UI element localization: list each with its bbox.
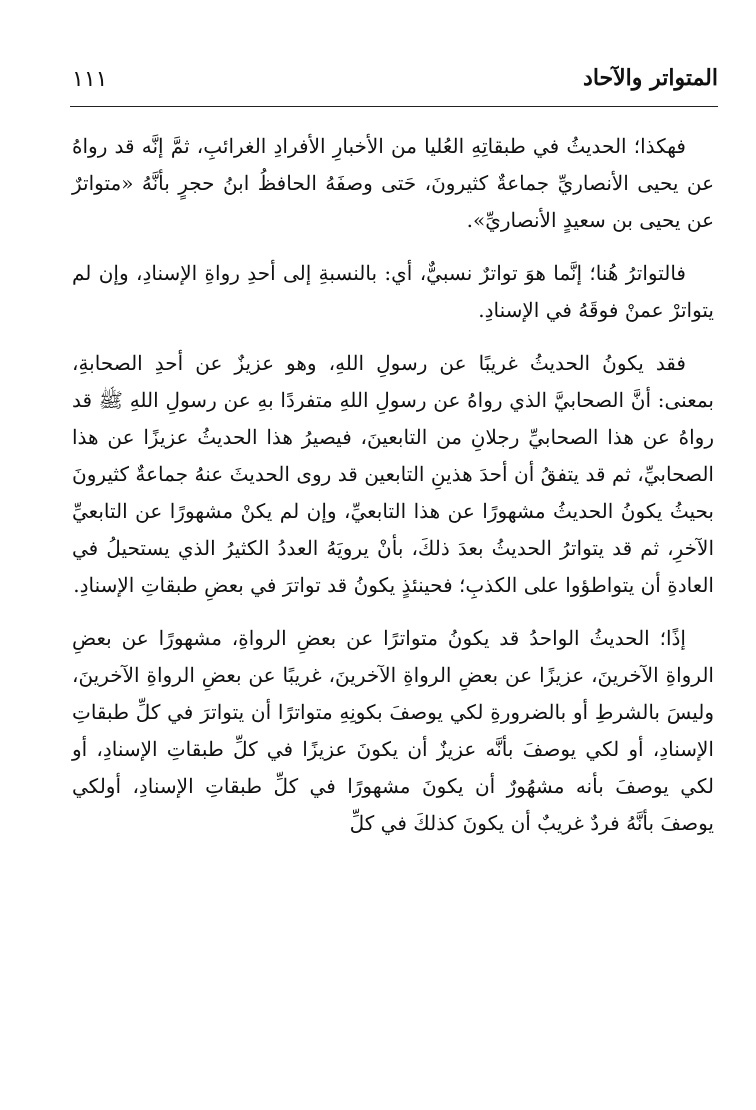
page-header (72, 55, 718, 107)
paragraph-2: فالتواترُ هُنا؛ إنَّما هوَ تواترٌ نسبيٌّ، أي: بالنسبةِ إلى أحدِ رواةِ الإسنادِ، وإن لم يتواترْ عمنْ فوقَهُ في الإسنادِ. (72, 261, 714, 322)
paragraph-3: فقد يكونُ الحديثُ غريبًا عن رسولِ اللهِ، وهو عزيزٌ عن أحدِ الصحابةِ، بمعنى: أنَّ الصحابيَّ الذي رواهُ عن رسولِ اللهِ متفردًا بهِ عن رسولِ اللهِ ﷺ قد رواهُ عن هذا الصحابيِّ رجلانِ من التابعينَ، فيصيرُ هذا الحديثُ عزيزًا عن هذا الصحابيِّ، ثم قد يتفقُ أن أحدَ هذينِ التابعين قد روى الحديثَ عنهُ جماعةٌ كثيرونَ بحيثُ يكونُ الحديثُ مشهورًا عن هذا التابعيِّ، وإن لم يكنْ مشهورًا عن التابعيِّ الآخرِ، ثم قد يتواترُ الحديثُ بعدَ ذلكَ، بأنْ يرويَهُ العددُ الكثيرُ الذي يستحيلُ في العادةِ أن يتواطؤوا على الكذبِ؛ فحينئذٍ يكونُ قد تواترَ في بعضِ طبقاتِ الإسنادِ. (72, 351, 714, 597)
body-text (72, 128, 714, 858)
page-number: ١١١ (72, 67, 108, 92)
paragraph-4: إذًا؛ الحديثُ الواحدُ قد يكونُ متواترًا عن بعضِ الرواةِ، مشهورًا عن بعضِ الرواةِ الآخرينَ، عزيزًا عن بعضِ الرواةِ الآخرينَ، غريبًا عن بعضِ الرواةِ الآخرينَ، وليسَ بالشرطِ أو بالضرورةِ لكي يوصفَ بكونِهِ متواترًا أن يتواترَ في كلِّ طبقاتِ الإسنادِ، أو لكي يوصفَ بأنَّه عزيزٌ أن يكونَ عزيزًا في كلِّ طبقاتِ الإسنادِ، أو لكي يوصفَ بأنه مشهُورٌ أن يكونَ مشهورًا في كلِّ طبقاتِ الإسنادِ، أولكي يوصفَ بأنَّهُ فردٌ غريبٌ أن يكونَ كذلكَ في كلِّ (72, 626, 714, 835)
header-rule (70, 106, 718, 107)
running-title: المتواتر والآحاد (583, 65, 718, 91)
paragraph-1: فهكذا؛ الحديثُ في طبقاتِهِ العُليا من الأخبارِ الأفرادِ الغرائبِ، ثمَّ إنَّه قد رواهُ عن يحيى الأنصاريِّ جماعةٌ كثيرونَ، حَتى وصفَهُ الحافظُ ابنُ حجرٍ بأنَّهُ «متواترٌ عن يحيى بن سعيدٍ الأنصاريِّ». (72, 134, 714, 232)
